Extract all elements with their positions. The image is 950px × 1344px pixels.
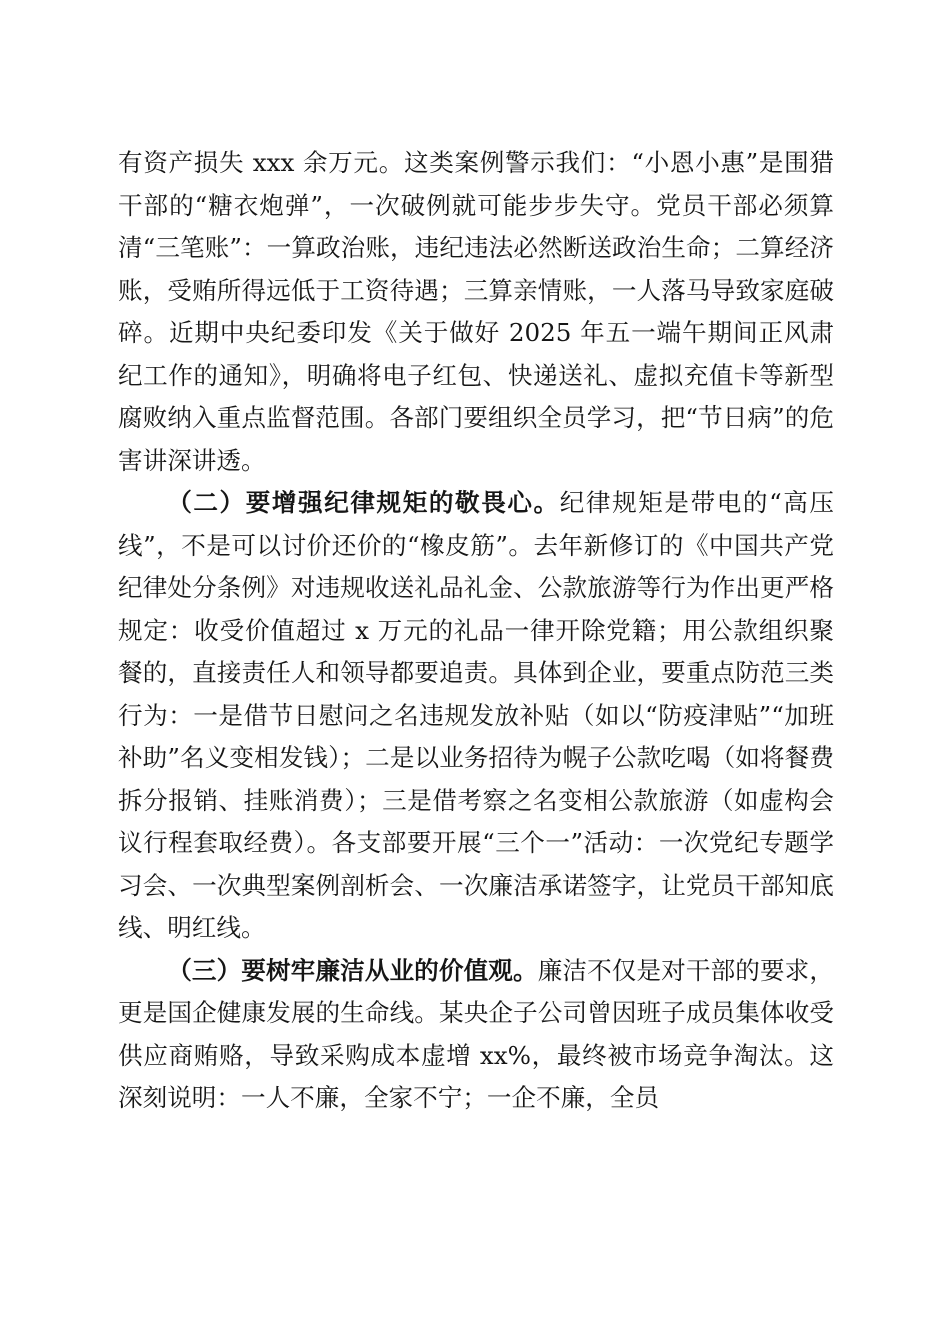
document-body <box>118 142 834 1120</box>
paragraph-3-heading: （三）要树牢廉洁从业的价值观。 <box>167 955 538 985</box>
paragraph-2-heading: （二）要增强纪律规矩的敬畏心。 <box>167 488 560 517</box>
paragraph-1-body: 有资产损失 xxx 余万元。这类案例警示我们：“小恩小惠”是围猎干部的“糖衣炮弹”，一次破例就可能步步失守。党员干部必须算清“三笔账”：一算政治账，违纪违法必然断送政治生命；二算经济账，受贿所得远低于工资待遇；三算亲情账，一人落马导致家庭破碎。近期中央纪委印发《关于做好 2025 年五一端午期间正风肃纪工作的通知》，明确将电子红包、快递送礼、虚拟充值卡等新型腐败纳入重点监督范围。各部门要组织全员学习，把“节日病”的危害讲深讲透。 <box>118 148 834 475</box>
paragraph-2-body: 纪律规矩是带电的“高压线”，不是可以讨价还价的“橡皮筋”。去年新修订的《中国共产党纪律处分条例》对违规收送礼品礼金、公款旅游等行为作出更严格规定：收受价值超过 x 万元的礼品一律开除党籍；用公款组织聚餐的，直接责任人和领导都要追责。具体到企业，要重点防范三类行为：一是借节日慰问之名违规发放补贴（如以“防疫津贴”“加班补助”名义变相发钱）；二是以业务招待为幌子公款吃喝（如将餐费拆分报销、挂账消费）；三是借考察之名变相公款旅游（如虚构会议行程套取经费）。各支部要开展“三个一”活动：一次党纪专题学习会、一次典型案例剖析会、一次廉洁承诺签字，让党员干部知底线、明红线。 <box>118 488 834 942</box>
paragraph-2 <box>118 482 834 950</box>
paragraph-1 <box>118 142 834 482</box>
paragraph-3-body: 廉洁不仅是对干部的要求，更是国企健康发展的生命线。某央企子公司曾因班子成员集体收受供应商贿赂，导致采购成本虚增 xx%，最终被市场竞争淘汰。这深刻说明：一人不廉，全家不宁；一企不廉，全员 <box>118 955 834 1112</box>
paragraph-3 <box>118 950 834 1120</box>
